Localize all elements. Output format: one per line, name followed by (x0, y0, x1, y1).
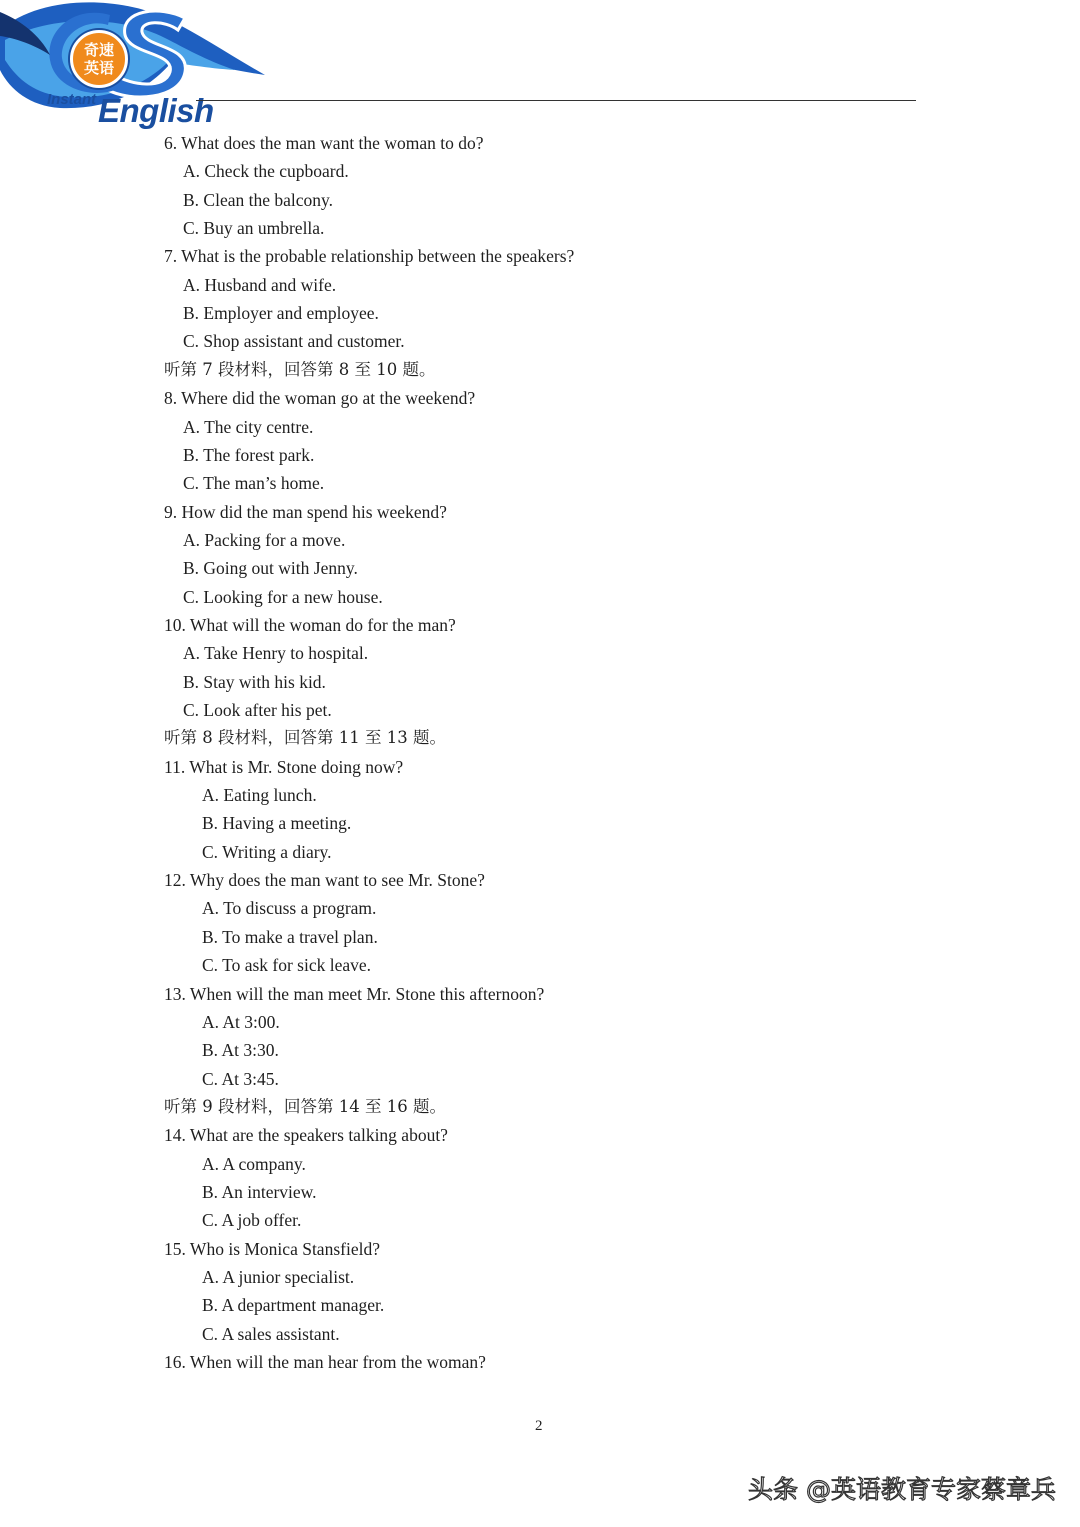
answer-option: A. A junior specialist. (202, 1267, 355, 1287)
watermark: 头条 @英语教育专家蔡章兵 (748, 1475, 1056, 1504)
answer-option: C. Shop assistant and customer. (183, 331, 405, 352)
answer-option: C. Looking for a new house. (183, 586, 383, 607)
question-stem: 15. Who is Monica Stansfield? (164, 1238, 380, 1259)
answer-option: B. Going out with Jenny. (183, 558, 358, 579)
answer-option: A. Check the cupboard. (183, 161, 349, 182)
question-stem: 11. What is Mr. Stone doing now? (164, 756, 404, 777)
answer-option: B. Having a meeting. (202, 813, 352, 834)
question-stem: 12. Why does the man want to see Mr. Stone? (164, 870, 485, 891)
logo-instant-text: Instant (47, 91, 97, 108)
answer-option: B. Employer and employee. (183, 303, 379, 324)
logo-badge-line2: 英语 (83, 59, 114, 77)
answer-option: B. To make a travel plan. (202, 926, 378, 947)
header-rule (196, 100, 916, 101)
answer-option: A. Take Henry to hospital. (183, 643, 369, 664)
answer-option: B. Clean the balcony. (183, 189, 334, 210)
question-stem: 8. Where did the woman go at the weekend? (164, 388, 476, 409)
answer-option: B. At 3:30. (202, 1040, 279, 1061)
answer-option: B. Stay with his kid. (183, 671, 326, 692)
answer-option: A. Packing for a move. (183, 529, 346, 550)
answer-option: C. Writing a diary. (202, 841, 332, 862)
question-stem: 7. What is the probable relationship between the speakers? (164, 246, 575, 267)
answer-option: C. Look after his pet. (183, 700, 332, 720)
answer-option: B. An interview. (202, 1181, 317, 1202)
answer-option: A. Eating lunch. (202, 785, 317, 806)
question-stem: 10. What will the woman do for the man? (164, 614, 456, 635)
question-stem: 13. When will the man meet Mr. Stone this afternoon? (164, 983, 545, 1004)
answer-option: C. To ask for sick leave. (202, 955, 372, 976)
answer-option: C. The man’s home. (183, 473, 325, 494)
answer-option: C. At 3:45. (202, 1068, 279, 1089)
question-stem: 14. What are the speakers talking about? (164, 1125, 448, 1146)
logo (0, 0, 270, 135)
logo-badge (70, 30, 128, 88)
answer-option: A. The city centre. (183, 416, 314, 437)
question-stem: 9. How did the man spend his weekend? (164, 501, 447, 522)
logo-english-text: English (98, 92, 214, 129)
answer-option: C. Buy an umbrella. (183, 218, 325, 239)
answer-option: A. A company. (202, 1153, 306, 1174)
page-number: 2 (535, 1418, 543, 1434)
answer-option: A. To discuss a program. (202, 898, 377, 919)
answer-option: A. Husband and wife. (183, 274, 337, 295)
answer-option: B. The forest park. (183, 444, 315, 465)
answer-option: B. A department manager. (202, 1295, 385, 1316)
answer-option: C. A sales assistant. (202, 1323, 340, 1344)
question-stem: 16. When will the man hear from the woman? (164, 1352, 486, 1373)
answer-option: A. At 3:00. (202, 1011, 280, 1032)
answer-option: C. A job offer. (202, 1210, 302, 1231)
section-instruction: 听第 7 段材料，回答第 8 至 10 题。 (164, 359, 436, 379)
section-instruction: 听第 8 段材料，回答第 11 至 13 题。 (164, 728, 446, 748)
logo-badge-line1: 奇速 (83, 41, 114, 59)
section-instruction: 听第 9 段材料，回答第 14 至 16 题。 (164, 1096, 446, 1116)
question-stem: 6. What does the man want the woman to do? (164, 133, 484, 153)
